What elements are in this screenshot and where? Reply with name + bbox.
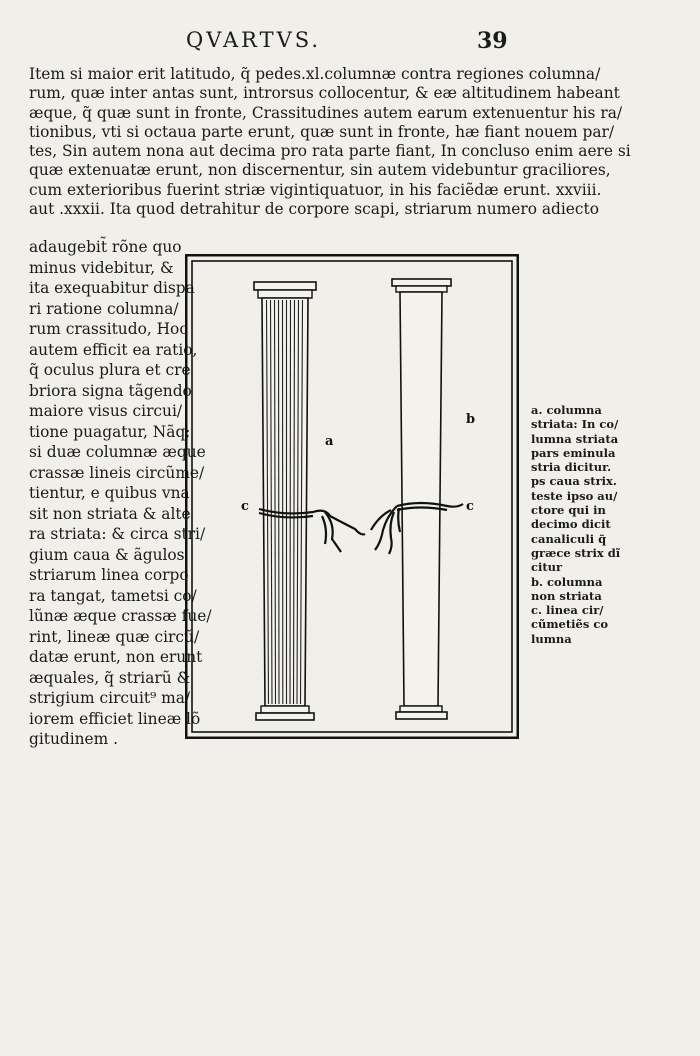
note-line: non striata (531, 588, 602, 603)
text-line: lũnæ æque crassæ fue/ (29, 607, 212, 625)
note-line: pars eminula (531, 445, 616, 460)
note-line: citur (531, 560, 563, 575)
note-line: decimo dicit (531, 517, 611, 532)
note-line: græce strix dĩ (531, 545, 621, 560)
text-line: iorem efficiet lineæ lõ (29, 709, 201, 728)
text-line: si duæ columnæ æque (29, 443, 206, 461)
page-number: 39 (477, 28, 508, 54)
text-line: æquales, q̃ striarũ & (29, 668, 191, 687)
text-line: aut .xxxii. Ita quod detrahitur de corpore scapi, striarum numero adiecto (29, 200, 599, 219)
note-line: teste ipso au/ (531, 488, 618, 503)
note-line: stria dicitur. (531, 460, 612, 475)
text-line: briora signa tãgendo (29, 381, 192, 400)
text-line: sit non striata & alte (29, 504, 191, 523)
text-line: ri ratione columna/ (29, 299, 179, 318)
figure-label-a: a (325, 434, 334, 449)
text-line: gitudinem . (29, 730, 119, 748)
note-line: canaliculi q̃ (531, 531, 607, 546)
figure-label-b: b (466, 412, 476, 427)
text-line: gium caua & ãgulos (29, 545, 185, 564)
text-line: cum exterioribus fuerint striæ vigintiquatuor, in his faciẽdæ erunt. xxviii. (29, 180, 602, 199)
text-line: minus videbitur, & (29, 258, 174, 277)
note-line: lumna striata (531, 431, 619, 446)
note-line: cũmetiẽs co (531, 617, 608, 632)
text-line: tionibus, vti si octaua parte erunt, quæ sunt in fronte, hæ fiant nouem par/ (29, 122, 615, 141)
main-text-block (29, 65, 631, 219)
side-text-column (29, 237, 212, 750)
text-line: tione puagatur, Nãq; (29, 422, 191, 441)
note-line: a. columna (531, 403, 602, 417)
running-title: QVARTVS. (186, 28, 322, 52)
note-line: ctore qui in (531, 503, 606, 518)
woodcut-columns-figure (185, 254, 519, 739)
note-line: c. linea cir/ (531, 603, 604, 618)
text-line: maiore visus circui/ (29, 402, 183, 420)
text-line: rum, quæ inter antas sunt, introrsus collocentur, & eæ altitudinem habeant (29, 84, 620, 103)
text-line: crassæ lineis circũme/ (29, 463, 205, 482)
text-line: strigium circuit⁹ ma/ (29, 689, 191, 707)
text-line: adaugebit̃ rõne quo (29, 238, 182, 256)
note-line: lumna (531, 631, 572, 646)
text-line: ra tangat, tametsi co/ (29, 586, 197, 605)
figure-frame-inner (192, 261, 512, 732)
text-line: datæ erunt, non erunt (29, 648, 203, 666)
figure-frame-outer (186, 255, 518, 738)
striated-column (254, 282, 316, 720)
marginal-note (531, 403, 671, 646)
text-line: striarum linea corpo (29, 566, 189, 584)
text-line: rint, lineæ quæ circũ/ (29, 627, 200, 646)
text-line: quæ extenuatæ erunt, non discernentur, sin autem videbuntur graciliores, (29, 161, 611, 180)
figure-label-c-left: c (241, 499, 249, 514)
text-line: ita exequabitur dispa (29, 279, 195, 297)
note-line: striata: In co/ (531, 417, 619, 432)
figure-label-c-right: c (466, 499, 474, 514)
text-line: autem efficit ea ratio, (29, 340, 198, 359)
text-line: tes, Sin autem nona aut decima pro rata parte fiant, In concluso enim aere si (29, 142, 631, 161)
note-line: ps caua strix. (531, 474, 617, 489)
text-line: tientur, e quibus vna (29, 484, 190, 502)
text-line: æque, q̃ quæ sunt in fronte, Crassitudines autem earum extenuentur his ra/ (29, 103, 623, 122)
text-line: Item si maior erit latitudo, q̃ pedes.xl.columnæ contra regiones columna/ (29, 65, 601, 83)
text-line: ra striata: & circa stri/ (29, 525, 206, 543)
text-line: rum crassitudo, Hoc (29, 320, 188, 338)
plain-column (392, 279, 451, 719)
text-line: q̃ oculus plura et cre (29, 361, 191, 379)
note-line: b. columna (531, 574, 603, 589)
